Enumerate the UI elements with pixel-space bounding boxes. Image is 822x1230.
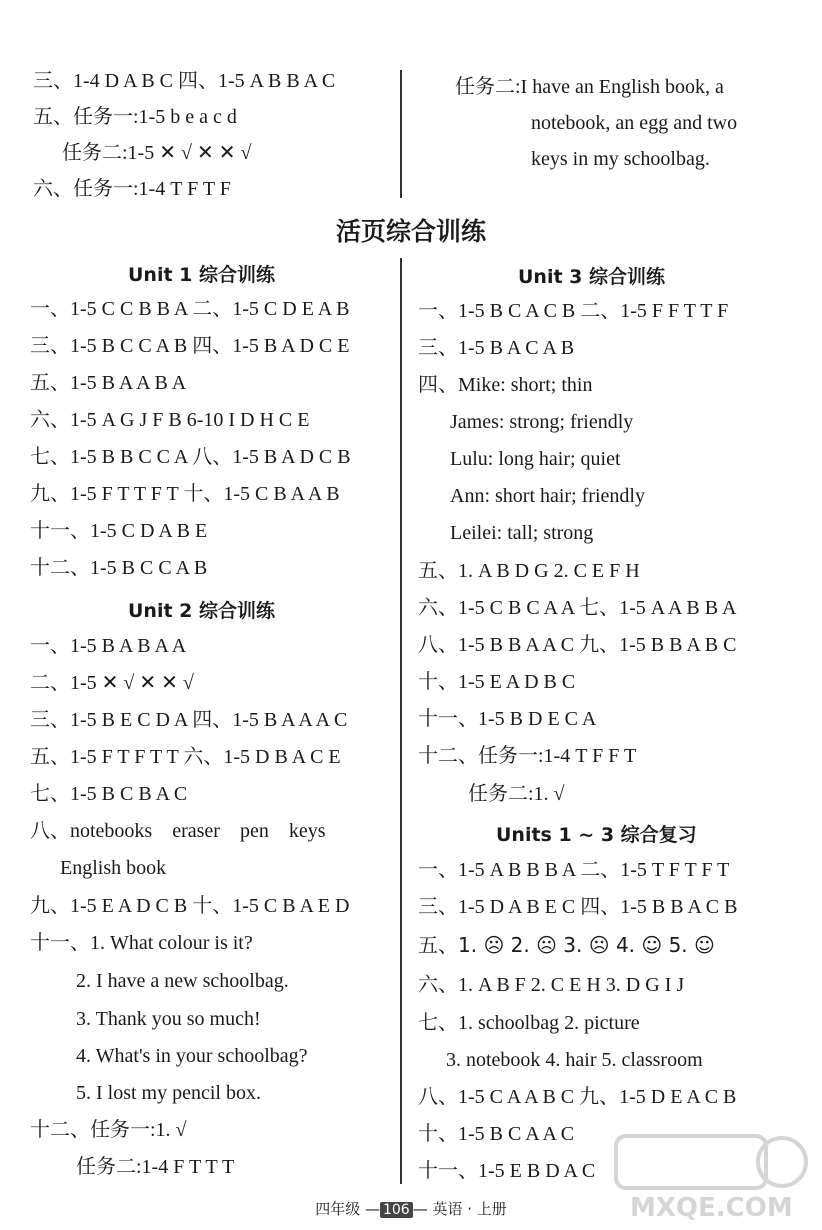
review-title: Units 1 ~ 3 综合复习 (496, 824, 697, 846)
unit2-line-13: 5. I lost my pencil box. (76, 1082, 261, 1104)
unit3-title: Unit 3 综合训练 (518, 266, 665, 288)
unit2-line-2: 二、1-5 ✕ √ ✕ ✕ √ (30, 672, 194, 694)
unit2-line-10: 2. I have a new schoolbag. (76, 970, 289, 992)
top-left-line-1: 三、1-4 D A B C 四、1-5 A B B A C (33, 70, 336, 92)
footer-grade: 四年级 (315, 1200, 361, 1218)
unit2-title: Unit 2 综合训练 (128, 600, 275, 622)
main-divider (400, 258, 402, 1184)
unit2-line-7: English book (60, 857, 167, 879)
unit2-line-5: 七、1-5 B C B A C (30, 783, 188, 805)
review-line-6: 3. notebook 4. hair 5. classroom (446, 1049, 703, 1071)
unit2-line-11: 3. Thank you so much! (76, 1008, 261, 1030)
unit3-line-6: Ann: short hair; friendly (450, 485, 645, 507)
unit3-line-9: 六、1-5 C B C A A 七、1-5 A A B B A (418, 597, 737, 619)
unit3-line-8: 五、1. A B D G 2. C E F H (418, 560, 640, 582)
svg-text:MXQE.COM: MXQE.COM (630, 1193, 793, 1223)
unit3-line-10: 八、1-5 B B A A C 九、1-5 B B A B C (418, 634, 737, 656)
unit1-title: Unit 1 综合训练 (128, 264, 275, 286)
unit2-line-8: 九、1-5 E A D C B 十、1-5 C B A E D (30, 895, 350, 917)
page-number: 106 (380, 1202, 413, 1218)
unit3-line-12: 十一、1-5 B D E C A (418, 708, 597, 730)
unit1-line-1: 一、1-5 C C B B A 二、1-5 C D E A B (30, 298, 350, 320)
unit3-line-5: Lulu: long hair; quiet (450, 448, 621, 470)
review-line-2: 三、1-5 D A B E C 四、1-5 B B A C B (418, 896, 738, 918)
top-right-line-3: keys in my schoolbag. (531, 148, 710, 170)
unit1-line-8: 十二、1-5 B C C A B (30, 557, 208, 579)
unit1-line-2: 三、1-5 B C C A B 四、1-5 B A D C E (30, 335, 350, 357)
unit3-line-2: 三、1-5 B A C A B (418, 337, 575, 359)
unit2-line-12: 4. What's in your schoolbag? (76, 1045, 308, 1067)
unit2-line-6: 八、notebooks eraser pen keys (30, 820, 326, 842)
unit2-line-3: 三、1-5 B E C D A 四、1-5 B A A A C (30, 709, 348, 731)
review-line-7: 八、1-5 C A A B C 九、1-5 D E A C B (418, 1086, 737, 1108)
review-line-9: 十一、1-5 E B D A C (418, 1160, 596, 1182)
unit3-line-7: Leilei: tall; strong (450, 522, 594, 544)
unit2-line-1: 一、1-5 B A B A A (30, 635, 187, 657)
unit3-line-13: 十二、任务一:1-4 T F F T (418, 745, 637, 767)
review-line-1: 一、1-5 A B B B A 二、1-5 T F T F T (418, 859, 730, 881)
top-right-line-2: notebook, an egg and two (531, 112, 738, 134)
page-footer: 四年级 — 106 — 英语 · 上册 (315, 1200, 507, 1218)
top-divider (400, 70, 402, 198)
unit1-line-6: 九、1-5 F T T F T 十、1-5 C B A A B (30, 483, 340, 505)
footer-subject: 英语 · 上册 (432, 1200, 507, 1218)
review-line-5: 七、1. schoolbag 2. picture (418, 1012, 640, 1034)
unit2-line-15: 任务二:1-4 F T T T (76, 1156, 235, 1178)
unit3-line-4: James: strong; friendly (450, 411, 634, 433)
unit3-line-14: 任务二:1. √ (468, 783, 565, 805)
unit3-line-3: 四、Mike: short; thin (418, 374, 593, 396)
top-right-line-1: 任务二:I have an English book, a (455, 76, 724, 98)
review-line-3: 五、1. ☹ 2. ☹ 3. ☹ 4. ☺ 5. ☺ (418, 933, 715, 957)
unit1-line-3: 五、1-5 B A A B A (30, 372, 187, 394)
unit1-line-4: 六、1-5 A G J F B 6-10 I D H C E (30, 409, 310, 431)
review-line-8: 十、1-5 B C A A C (418, 1123, 575, 1145)
review-line-4: 六、1. A B F 2. C E H 3. D G I J (418, 974, 685, 996)
top-left-line-2: 五、任务一:1-5 b e a c d (33, 106, 237, 128)
top-left-line-3: 任务二:1-5 ✕ √ ✕ ✕ √ (62, 142, 252, 164)
unit2-line-4: 五、1-5 F T F T T 六、1-5 D B A C E (30, 746, 341, 768)
section-title: 活页综合训练 (335, 217, 486, 246)
unit2-line-14: 十二、任务一:1. √ (30, 1119, 187, 1141)
unit2-line-9: 十一、1. What colour is it? (30, 932, 253, 954)
unit3-line-1: 一、1-5 B C A C B 二、1-5 F F T T F (418, 300, 729, 322)
unit1-line-5: 七、1-5 B B C C A 八、1-5 B A D C B (30, 446, 351, 468)
unit1-line-7: 十一、1-5 C D A B E (30, 520, 208, 542)
unit3-line-11: 十、1-5 E A D B C (418, 671, 576, 693)
top-left-line-4: 六、任务一:1-4 T F T F (33, 178, 231, 200)
